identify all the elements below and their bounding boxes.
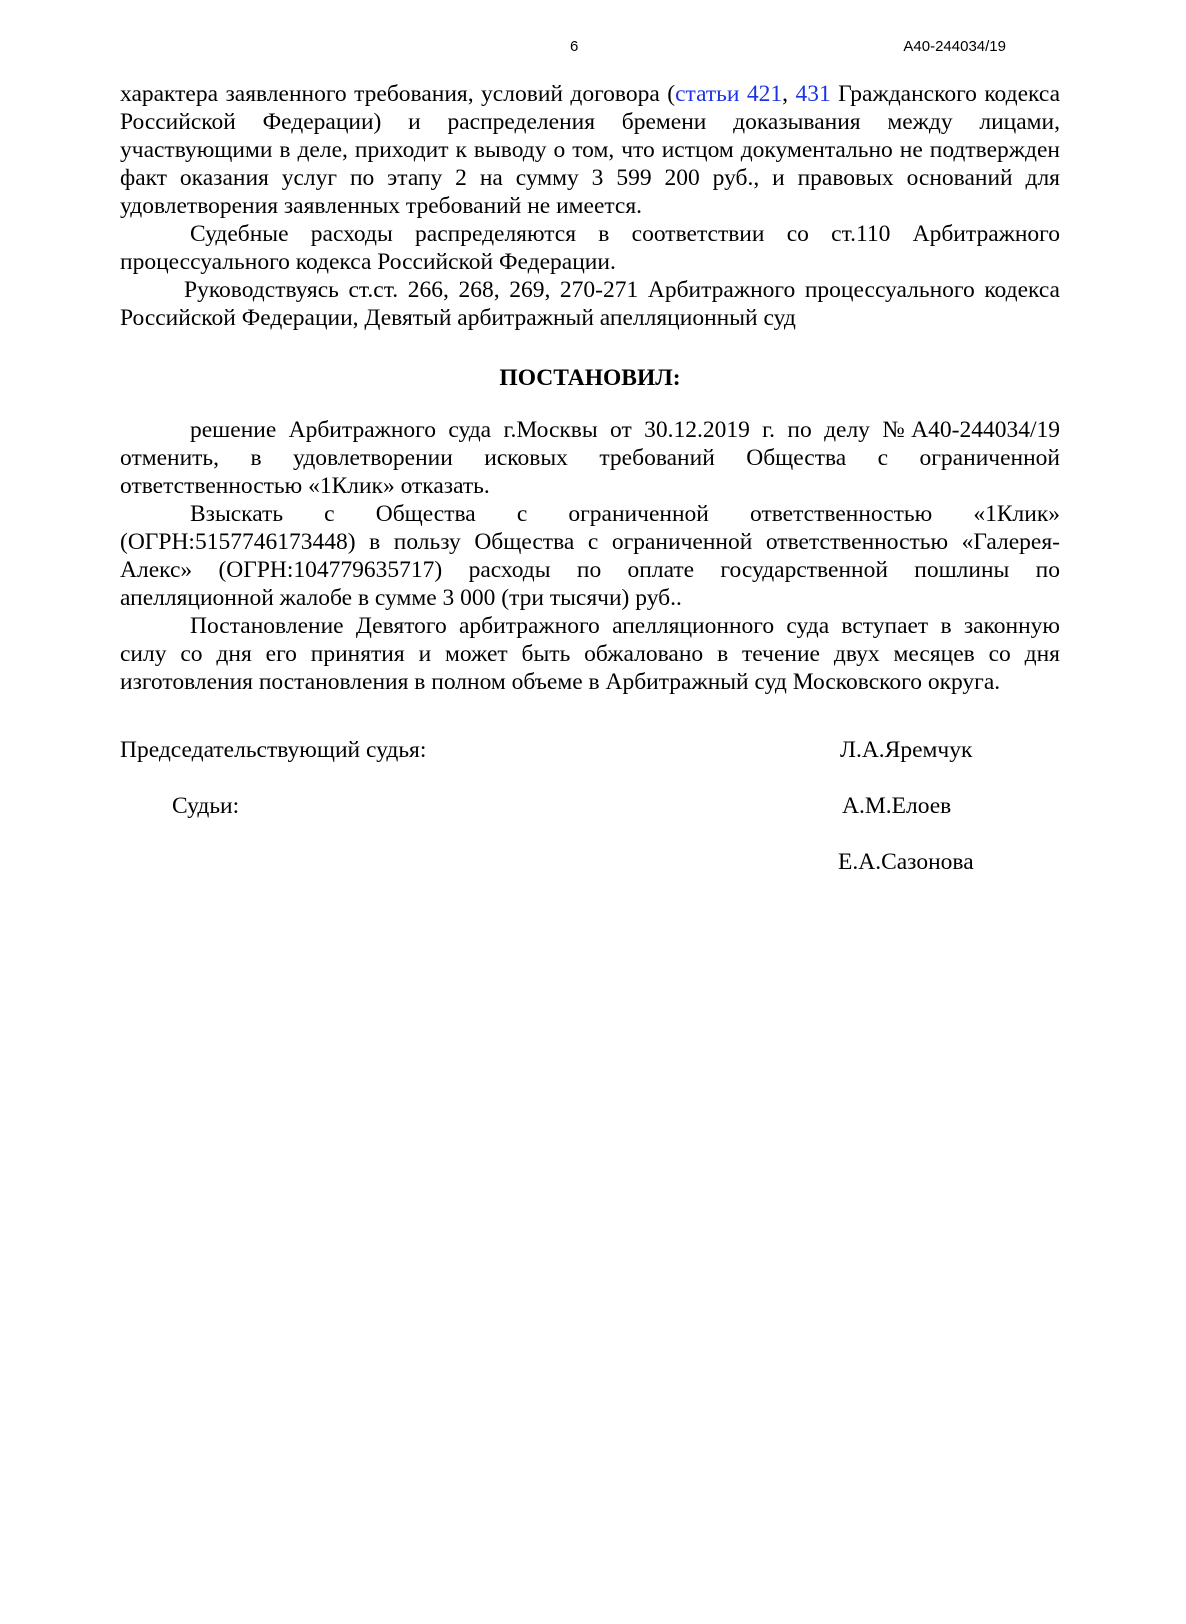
signature-row-presiding <box>120 736 1060 766</box>
paragraph-effective: Постановление Девятого арбитражного апелляционного суда вступает в законную силу со дня его принятия и может быть обжаловано в течение двух месяцев со дня изготовления постановления в полном объеме в Арбитражный суд Московского округа. <box>120 613 1060 695</box>
article-431-link[interactable]: 431 <box>795 81 831 107</box>
page-header <box>0 38 1186 64</box>
signature-row-judge-1 <box>120 792 1060 822</box>
paragraph-court-costs: Судебные расходы распределяются в соответствии со ст.110 Арбитражного процессуального кодекса Российской Федерации. <box>120 221 1060 275</box>
paragraph-reasoning-end: Гражданского кодекса Российской Федерации) и распределения бремени доказывания между лицами, участвующими в деле, приходит к выводу о том, что истцом документально не подтвержден факт оказания услуг по этапу 2 на сумму 3 599 200 руб., и правовых оснований для удовлетворения заявленных требований не имеется. <box>120 81 1060 219</box>
document-body <box>120 80 1060 896</box>
signature-block <box>120 736 1060 896</box>
signature-row-judge-2 <box>120 848 1060 878</box>
case-number: А40-244034/19 <box>903 38 1006 55</box>
paragraph-recover-fee: Взыскать с Общества с ограниченной ответственностью «1Клик» (ОГРН:5157746173448) в пользу Общества с ограниченной ответственностью «Галерея-Алекс» (ОГРН:104779635717) расходы по оплате государственной пошлины по апелляционной жалобе в сумме 3 000 (три тысячи) руб.. <box>120 501 1060 611</box>
presiding-judge-label: Председательствующий судья: <box>120 737 427 763</box>
judges-label: Судьи: <box>172 793 240 819</box>
presiding-judge-name: Л.А.Яремчук <box>840 737 973 763</box>
article-421-link[interactable]: статьи 421 <box>675 81 783 107</box>
judge-2-name: Е.А.Сазонова <box>838 849 974 875</box>
link-separator: , <box>782 81 796 107</box>
paragraph-reasoning-start: характера заявленного требования, условий договора ( <box>120 81 676 107</box>
paragraph-decision-cancel: решение Арбитражного суда г.Москвы от 30.12.2019 г. по делу №А40-244034/19 отменить, в удовлетворении исковых требований Общества с ограниченной ответственностью «1Клик» отказать. <box>120 417 1060 499</box>
page-number: 6 <box>570 38 579 55</box>
paragraph-reasoning <box>120 80 1060 220</box>
resolution-title: ПОСТАНОВИЛ: <box>499 365 681 391</box>
judge-1-name: А.М.Елоев <box>842 793 952 819</box>
paragraph-guided-by: Руководствуясь ст.ст. 266, 268, 269, 270-271 Арбитражного процессуального кодекса Российской Федерации, Девятый арбитражный апелляционный суд <box>120 277 1060 331</box>
